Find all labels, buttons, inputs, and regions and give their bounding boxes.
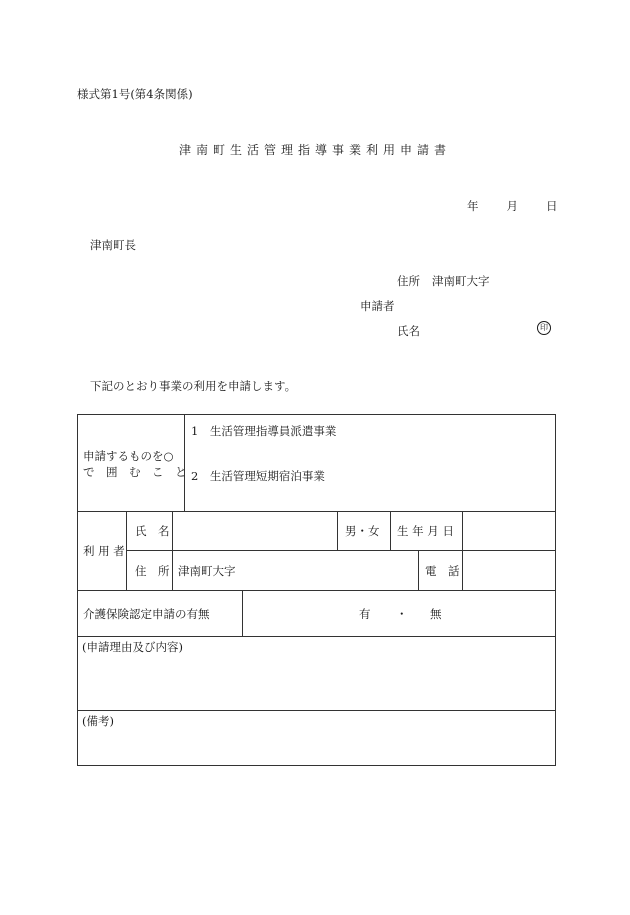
seal-mark: 印	[537, 321, 551, 335]
row-divider	[78, 710, 555, 711]
col-divider	[390, 511, 391, 551]
user-name-label: 氏 名	[135, 524, 170, 538]
col-divider	[172, 511, 173, 590]
row-divider	[78, 590, 555, 591]
document-title: 津南町生活管理指導事業利用申請書	[178, 143, 451, 157]
service-option-1: 1 生活管理指導員派遣事業	[191, 424, 337, 438]
col-divider	[126, 511, 127, 590]
application-form-table	[77, 414, 556, 766]
birthdate-label: 生 年 月 日	[397, 524, 454, 538]
select-instruction-line2: で 囲 む こ と	[83, 465, 187, 479]
care-certification-no: 無	[430, 607, 442, 621]
phone-label: 電 話	[425, 564, 460, 578]
applicant-address-label: 住所	[397, 274, 420, 288]
date-line	[467, 198, 558, 214]
reason-label: (申請理由及び内容)	[82, 640, 183, 654]
applicant-name-label: 氏名	[397, 324, 420, 338]
care-certification-separator: ・	[396, 607, 408, 621]
gender-options: 男・女	[345, 524, 380, 538]
row-divider	[78, 636, 555, 637]
care-certification-label: 介護保険認定申請の有無	[83, 607, 210, 621]
col-divider	[337, 511, 338, 551]
col-divider	[418, 550, 419, 590]
remarks-label: (備考)	[82, 714, 114, 728]
addressee: 津南町長	[90, 238, 136, 252]
col-divider	[184, 415, 185, 511]
row-divider	[78, 511, 555, 512]
care-certification-yes: 有	[359, 607, 371, 621]
col-divider	[242, 590, 243, 636]
date-month-label: 月	[506, 199, 518, 213]
row-divider	[126, 550, 555, 551]
user-label: 利 用 者	[83, 544, 125, 558]
select-instruction-line1: 申請するものを○	[83, 449, 174, 463]
col-divider	[462, 511, 463, 590]
user-address-value: 津南町大字	[178, 564, 236, 578]
applicant-address-value: 津南町大字	[432, 274, 490, 288]
intro-text: 下記のとおり事業の利用を申請します。	[90, 379, 297, 393]
user-address-label: 住 所	[135, 564, 170, 578]
form-number: 様式第1号(第4条関係)	[77, 87, 193, 101]
applicant-label: 申請者	[360, 299, 395, 313]
service-option-2: 2 生活管理短期宿泊事業	[191, 469, 325, 483]
date-year-label: 年	[467, 199, 479, 213]
date-day-label: 日	[546, 199, 558, 213]
